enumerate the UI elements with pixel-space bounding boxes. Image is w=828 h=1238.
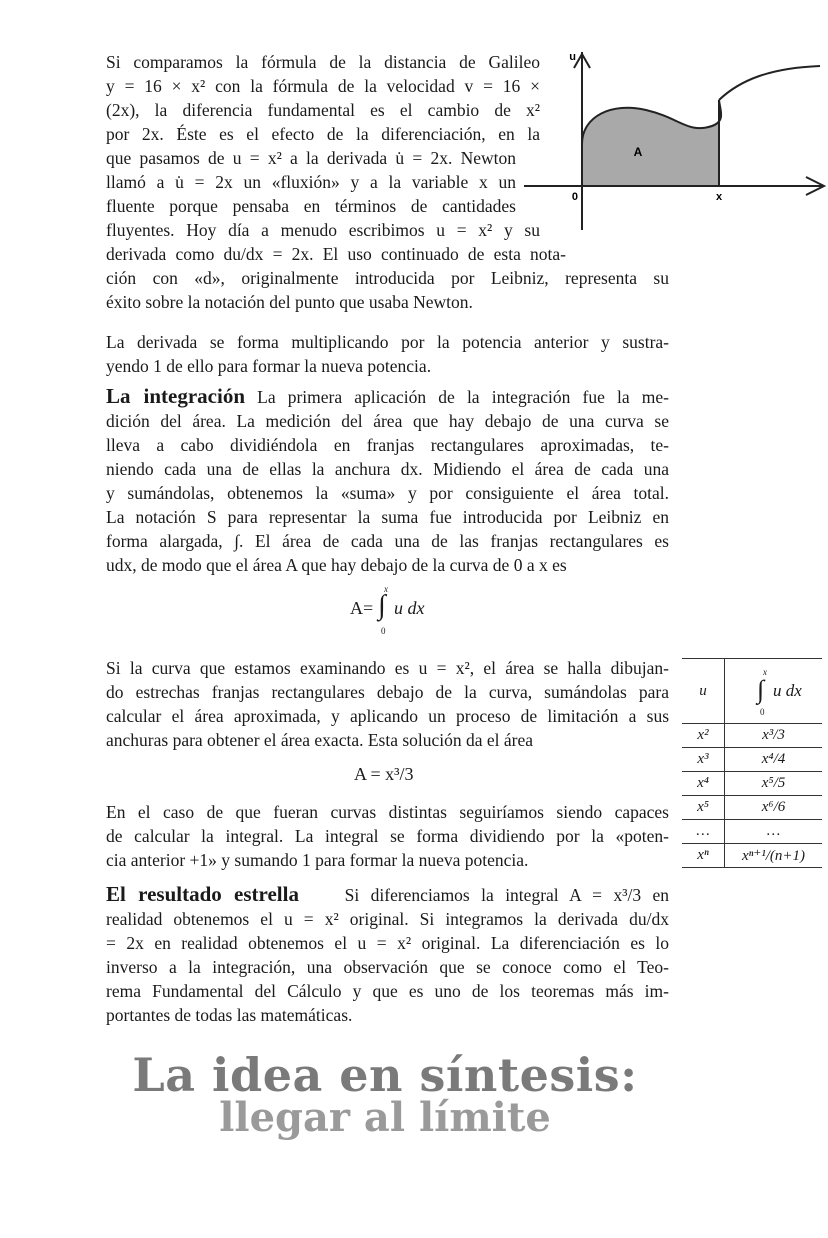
section-heading-star-result: El resultado estrella bbox=[106, 882, 299, 906]
text-line: La integración La primera aplicación de la integración fue la me- bbox=[106, 384, 669, 408]
x-mark-label: x bbox=[715, 191, 723, 203]
text-line: fluyentes. Hoy día a menudo escribimos u = x² y su bbox=[106, 220, 540, 240]
paragraph-integration bbox=[106, 384, 669, 577]
text-line: y = 16 × x² con la fórmula de la velocidad v = 16 × bbox=[106, 76, 540, 96]
header-integral: x ∫ 0 u dx bbox=[725, 659, 823, 724]
text-line: dición del área. La medición del área que hay debajo de una curva se bbox=[106, 411, 669, 431]
equation-lhs: A= bbox=[350, 598, 374, 618]
text-line: ción con «d», originalmente introducida por Leibniz, representa su bbox=[106, 268, 669, 288]
text-line: lleva a cabo dividiéndola en franjas rectangulares aproximadas, te- bbox=[106, 435, 669, 455]
paragraph-curve bbox=[106, 656, 669, 752]
text-line: por 2x. Éste es el efecto de la diferenciación, en la bbox=[106, 124, 540, 144]
paragraph-other-curves bbox=[106, 800, 669, 872]
header-u: u bbox=[682, 659, 725, 724]
text-line: niendo cada una de ellas la anchura dx. Midiendo el área de cada una bbox=[106, 459, 669, 479]
text-line: llamó a u̇ = 2x un «fluxión» y a la variable x un bbox=[106, 172, 516, 192]
text-line: El resultado estrella Si diferenciamos la integral A = x³/3 en bbox=[106, 882, 669, 906]
text-line: que pasamos de u = x² a la derivada u̇ = 2x. Newton bbox=[106, 148, 516, 168]
area-region bbox=[582, 100, 721, 186]
text-line: éxito sobre la notación del punto que usaba Newton. bbox=[106, 292, 473, 312]
text-line: portantes de todas las matemáticas. bbox=[106, 1005, 353, 1025]
text-line: udx, de modo que el área A que hay debajo de la curva de 0 a x es bbox=[106, 555, 567, 575]
text-line: inverso a la integración, una observación que se conoce como el Teo- bbox=[106, 957, 669, 977]
text-line: rema Fundamental del Cálculo y que es uno de los teoremas más im- bbox=[106, 981, 669, 1001]
table-header-row bbox=[682, 659, 822, 724]
integrand: u dx bbox=[394, 598, 425, 618]
table-row: … … bbox=[682, 820, 822, 844]
text-line: En el caso de que fueran curvas distintas seguiríamos siendo capaces bbox=[106, 802, 669, 822]
text-line: = 2x en realidad obtenemos el u = x² original. La diferenciación es lo bbox=[106, 933, 669, 953]
text-line: do estrechas franjas rectangulares debajo de la curva, sumándolas para bbox=[106, 682, 669, 702]
curve-tail bbox=[719, 66, 820, 100]
summary-title-line2: llegar al límite bbox=[219, 1094, 551, 1141]
table-row: x² x³/3 bbox=[682, 724, 822, 748]
text-line: (2x), la diferencia fundamental es el cambio de x² bbox=[106, 100, 540, 120]
summary-title-line1: La idea en síntesis: bbox=[132, 1048, 638, 1102]
area-under-curve-figure bbox=[520, 44, 828, 234]
text-line: cia anterior +1» y sumando 1 para formar la nueva potencia. bbox=[106, 850, 529, 870]
paragraph-derivative bbox=[106, 330, 669, 378]
text-line: anchuras para obtener el área exacta. Esta solución da el área bbox=[106, 730, 534, 750]
text-line: La notación S para representar la suma fue introducida por Leibniz en bbox=[106, 507, 669, 527]
integral-table bbox=[682, 658, 822, 868]
table-row: x⁵ x⁶/6 bbox=[682, 796, 822, 820]
text-line: y sumándolas, obtenemos la «suma» y por consiguiente el área total. bbox=[106, 483, 669, 503]
text-line: de calcular la integral. La integral se forma dividiendo por la «poten- bbox=[106, 826, 669, 846]
table-row: xⁿ xⁿ⁺¹/(n+1) bbox=[682, 844, 822, 868]
text-line: forma alargada, ∫. El área de cada una de las franjas rectangulares es bbox=[106, 531, 669, 551]
equation-area-integral bbox=[350, 584, 450, 640]
integral-lower-limit: 0 bbox=[381, 626, 386, 636]
integral-sign: ∫ bbox=[378, 590, 386, 621]
table-row: x⁴ x⁵/5 bbox=[682, 772, 822, 796]
text-line: calcular el área aproximada, y aplicando un proceso de limitación a sus bbox=[106, 706, 669, 726]
table-row: x³ x⁴/4 bbox=[682, 748, 822, 772]
text-line: derivada como du/dx = 2x. El uso continuado de esta nota- bbox=[106, 244, 566, 264]
text-line: yendo 1 de ello para formar la nueva potencia. bbox=[106, 356, 432, 376]
text-line: realidad obtenemos el u = x² original. Si integramos la derivada du/dx bbox=[106, 909, 669, 929]
text-line: fluente porque pensaba en términos de cantidades bbox=[106, 196, 516, 216]
paragraph-galileo bbox=[106, 50, 669, 314]
equation-area-result: A = x³/3 bbox=[354, 764, 414, 784]
text-line: Si la curva que estamos examinando es u = x², el área se halla dibujan- bbox=[106, 658, 669, 678]
y-axis-label: u bbox=[569, 51, 576, 63]
paragraph-star-result bbox=[106, 882, 669, 1027]
origin-label: 0 bbox=[571, 191, 578, 203]
integral-upper-limit: x bbox=[384, 584, 388, 594]
text-line: Si comparamos la fórmula de la distancia de Galileo bbox=[106, 52, 540, 72]
area-label: A bbox=[633, 145, 643, 159]
section-heading-integration: La integración bbox=[106, 384, 245, 408]
text-line: La derivada se forma multiplicando por la potencia anterior y sustra- bbox=[106, 332, 669, 352]
